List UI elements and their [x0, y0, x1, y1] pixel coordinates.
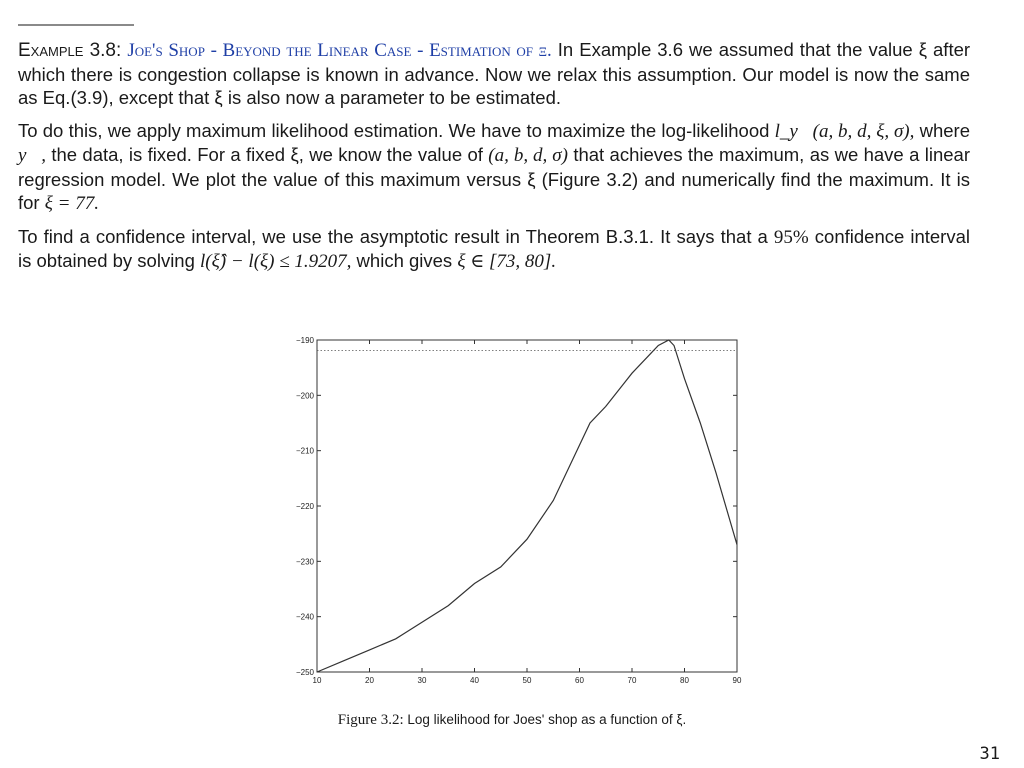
paragraph-3-text-c: which gives: [351, 250, 458, 271]
paragraph-2-text-d: that achieves the maximum, as we have a linear regression model. We plot the value of this maximum versus ξ (Figure 3.2) and numerically find the maximum. It is for: [18, 144, 970, 213]
y-tick-label: −230: [295, 557, 314, 567]
paragraph-3-text-a: To find a confidence interval, we use the asymptotic result in Theorem B.3.1. It says that a: [18, 225, 774, 247]
math-parameters: (a, b, d, σ): [488, 145, 568, 166]
math-loglikelihood: l_y⃗(a, b, d, ξ, σ),: [774, 120, 915, 142]
paragraph-2-text-a: To do this, we apply maximum likelihood estimation. We have to maximize the log-likelihood: [18, 119, 775, 141]
y-tick-label: −220: [295, 502, 314, 511]
x-tick-label: 50: [522, 676, 532, 685]
paragraph-2: [18, 119, 970, 216]
paragraph-3-text-b: confidence interval is obtained by solving: [18, 225, 970, 271]
math-interval: ξ ∈ [73, 80].: [457, 251, 557, 272]
y-tick-label: −200: [295, 391, 314, 401]
figure-label: Figure 3.2:: [337, 712, 404, 728]
figure-caption-text: Log likelihood for Joes' shop as a function of ξ.: [407, 712, 687, 727]
log-likelihood-chart: [280, 336, 750, 696]
figure-caption: [0, 712, 1024, 729]
y-tick-label: −190: [295, 336, 314, 345]
math-xi-value: ξ = 77.: [44, 193, 99, 214]
y-tick-label: −240: [295, 612, 314, 622]
y-tick-label: −210: [295, 446, 314, 456]
page-number: 31: [979, 744, 1000, 764]
example-label: Example 3.8:: [18, 40, 122, 61]
math-percent: 95%: [773, 226, 809, 248]
series-line: [317, 340, 737, 672]
x-tick-label: 20: [365, 676, 374, 685]
x-tick-label: 40: [470, 676, 479, 685]
section-rule: [18, 24, 134, 26]
math-inequality: l(ξ̂) − l(ξ) ≤ 1.9207,: [200, 251, 352, 272]
x-tick-label: 90: [732, 676, 742, 685]
paragraph-3: [18, 225, 970, 274]
x-tick-label: 80: [680, 676, 689, 685]
x-tick-label: 70: [627, 676, 637, 685]
paragraph-1-text: In Example 3.6 we assumed that the value ξ after which there is congestion collapse is known in advance. Now we relax this assumption. Our model is now the same as Eq.(3.9), except that ξ is also now a parameter to be estimated.: [18, 39, 971, 108]
example-title: Joe's Shop - Beyond the Linear Case - Estimation of ξ.: [127, 40, 552, 61]
x-tick-label: 30: [417, 676, 427, 685]
x-tick-label: 10: [312, 676, 322, 685]
x-tick-label: 60: [575, 676, 584, 685]
y-tick-label: −250: [295, 668, 314, 677]
paragraph-1: [18, 38, 970, 110]
paragraph-2-text-c: the data, is fixed. For a fixed ξ, we know the value of: [45, 144, 489, 165]
plot-frame: [317, 340, 737, 672]
paragraph-2-text-b: where: [914, 119, 971, 141]
example-text: [18, 38, 970, 283]
math-data-vector: y⃗,: [18, 145, 46, 166]
